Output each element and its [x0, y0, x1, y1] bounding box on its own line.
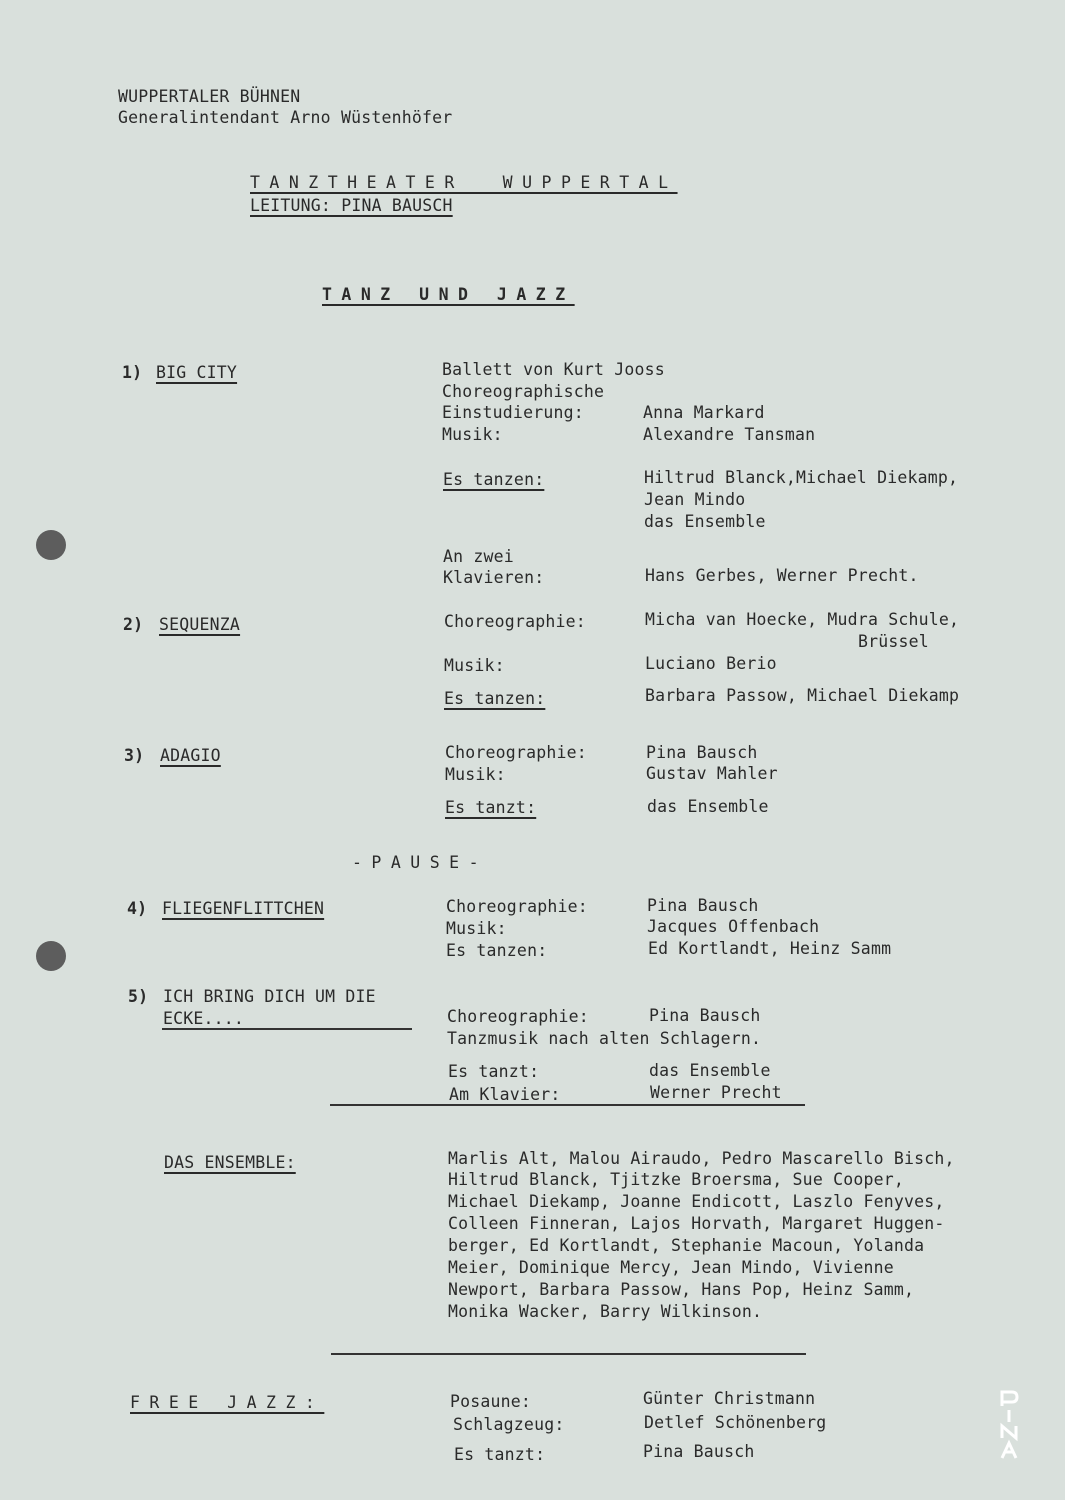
credit-label: Musik: [442, 425, 503, 444]
item-title-line1: ICH BRING DICH UM DIE [163, 987, 376, 1006]
ensemble-line: Colleen Finneran, Lajos Horvath, Margaret Huggen- [448, 1214, 945, 1233]
credit-value: Pina Bausch [646, 743, 758, 762]
credit-value: Detlef Schönenberg [644, 1413, 827, 1432]
credit-value: Pina Bausch [643, 1442, 755, 1461]
pina-logo [998, 1390, 1020, 1460]
credit-label: Posaune: [450, 1392, 532, 1411]
credit-label: Es tanzen: [444, 689, 546, 708]
org-name: WUPPERTALER BÜHNEN [118, 87, 301, 106]
credit-value: Micha van Hoecke, Mudra Schule, [645, 610, 960, 629]
section-divider [331, 1353, 806, 1355]
credit-label: Es tanzt: [448, 1062, 540, 1081]
item-number: 1) [122, 363, 143, 382]
credit-label: Es tanzen: [446, 941, 548, 960]
pause-label: -PAUSE- [352, 853, 489, 872]
credit-value: Ed Kortlandt, Heinz Samm [648, 939, 892, 958]
title-underline [162, 1028, 412, 1030]
item-title-big-city: BIG CITY [156, 363, 238, 382]
credit-label: Choreographische [442, 382, 605, 401]
item-title-fliegenflittchen: FLIEGENFLITTCHEN [162, 899, 325, 918]
ensemble-line: berger, Ed Kortlandt, Stephanie Macoun, Yolanda [448, 1236, 925, 1255]
ensemble-line: Hiltrud Blanck, Tjitzke Broersma, Sue Cooper, [448, 1170, 905, 1189]
credit-label: Am Klavier: [449, 1085, 561, 1104]
credit-value: Jean Mindo [644, 490, 746, 509]
item-title-line2: ECKE.... [163, 1009, 245, 1028]
ensemble-line: Marlis Alt, Malou Airaudo, Pedro Mascarello Bisch, [448, 1149, 955, 1168]
item-title-sequenza: SEQUENZA [159, 615, 241, 634]
credit-value: Günter Christmann [643, 1389, 816, 1408]
program-title: TANZ UND JAZZ [322, 285, 575, 304]
item-number: 4) [127, 899, 148, 918]
ensemble-heading: DAS ENSEMBLE: [164, 1153, 296, 1172]
credit-value: Gustav Mahler [646, 764, 778, 783]
item-number: 5) [128, 987, 149, 1006]
credit-value: Brüssel [858, 632, 929, 651]
credit-label: Es tanzen: [443, 470, 545, 489]
intendant-line: Generalintendant Arno Wüstenhöfer [118, 108, 453, 127]
credit-label: Choreographie: [447, 1007, 589, 1026]
credit-label: Klavieren: [443, 568, 545, 587]
credit-value: Hans Gerbes, Werner Precht. [645, 566, 919, 585]
item-number: 2) [123, 615, 144, 634]
section-divider [330, 1104, 805, 1106]
punch-hole-top [36, 530, 66, 560]
direction-line: LEITUNG: PINA BAUSCH [250, 196, 453, 215]
credit-label: Einstudierung: [442, 403, 584, 422]
free-jazz-heading: FREE JAZZ: [130, 1393, 325, 1412]
credit-label: Choreographie: [446, 897, 588, 916]
ensemble-line: Michael Diekamp, Joanne Endicott, Laszlo Fenyves, [448, 1192, 945, 1211]
credit-label: Musik: [445, 765, 506, 784]
credit-value: das Ensemble [649, 1061, 771, 1080]
credit-value: Pina Bausch [647, 896, 759, 915]
credit-value: Luciano Berio [645, 654, 777, 673]
credit-value: das Ensemble [647, 797, 769, 816]
credit-value: Jacques Offenbach [647, 917, 820, 936]
credit-label: Choreographie: [445, 743, 587, 762]
credit-label: Es tanzt: [445, 798, 537, 817]
credit-label: Musik: [444, 656, 505, 675]
ensemble-line: Meier, Dominique Mercy, Jean Mindo, Vivienne [448, 1258, 894, 1277]
credit-label: Schlagzeug: [453, 1415, 565, 1434]
credit-value: Hiltrud Blanck,Michael Diekamp, [644, 468, 959, 487]
credit-value: das Ensemble [644, 512, 766, 531]
ensemble-line: Monika Wacker, Barry Wilkinson. [448, 1302, 763, 1321]
credit-value: Pina Bausch [649, 1006, 761, 1025]
credit-value: Anna Markard [643, 403, 765, 422]
company-name: TANZTHEATER WUPPERTAL [250, 173, 678, 192]
credit-label: An zwei [443, 547, 514, 566]
credit-value: Werner Precht [650, 1083, 782, 1102]
credit-label: Musik: [446, 919, 507, 938]
punch-hole-bottom [36, 941, 66, 971]
item-number: 3) [124, 746, 145, 765]
ensemble-line: Newport, Barbara Passow, Hans Pop, Heinz Samm, [448, 1280, 915, 1299]
credit-label: Es tanzt: [454, 1445, 546, 1464]
item-title-adagio: ADAGIO [160, 746, 221, 765]
credit-label: Choreographie: [444, 612, 586, 631]
credit-label: Tanzmusik nach alten Schlagern. [447, 1029, 762, 1048]
credit-label: Ballett von Kurt Jooss [442, 360, 665, 379]
credit-value: Alexandre Tansman [643, 425, 816, 444]
credit-value: Barbara Passow, Michael Diekamp [645, 686, 960, 705]
